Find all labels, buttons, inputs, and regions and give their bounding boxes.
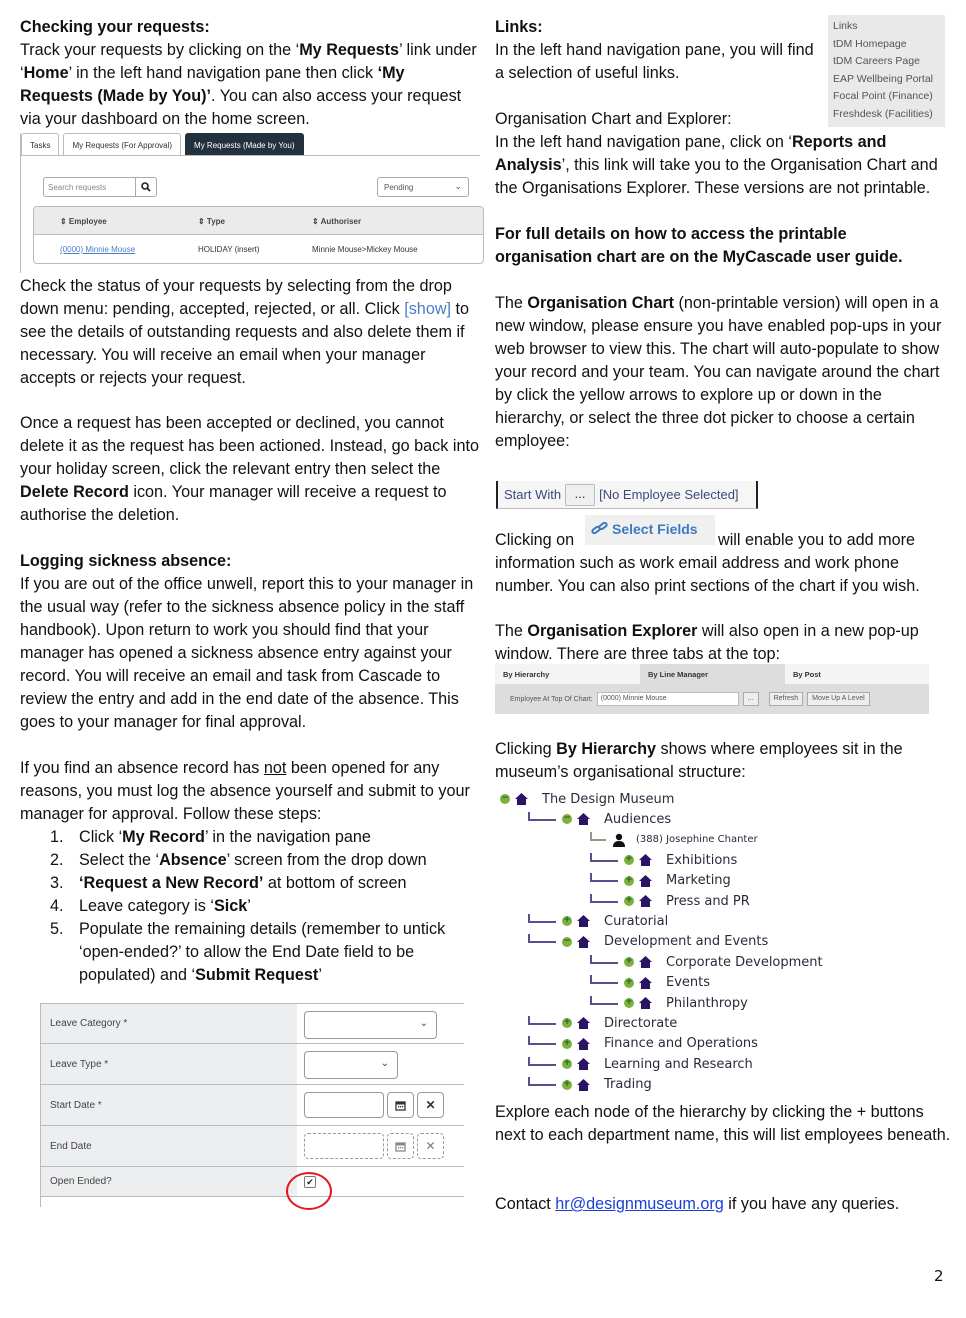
move-up-level-button[interactable]: Move Up A Level <box>807 692 870 706</box>
end-date-label: End Date <box>40 1126 297 1166</box>
collapse-icon[interactable]: − <box>563 935 571 946</box>
link-freshdesk[interactable]: Freshdesk (Facilities) <box>833 107 933 120</box>
tree-node-label: Curatorial <box>604 913 669 929</box>
tree-node[interactable] <box>528 1054 753 1074</box>
explorer-tabs <box>495 664 929 684</box>
tree-connector <box>528 914 556 923</box>
explorer-picker-button[interactable]: ... <box>743 692 759 706</box>
expand-icon[interactable]: + <box>625 895 633 905</box>
link-chain-icon <box>591 522 609 536</box>
person-icon <box>612 833 626 847</box>
delete-paragraph: Once a request has been accepted or declined, you cannot delete it as the request has been actioned. Instead, go back into your holiday screen, click the relevant entry then select the Delete Record icon. Your manager will receive a request to authorise the deletion. <box>20 414 479 524</box>
tree-connector <box>590 873 618 882</box>
open-ended-label: Open Ended? <box>40 1167 297 1196</box>
hr-email-link[interactable]: hr@designmuseum.org <box>555 1195 724 1213</box>
tree-connector <box>528 1057 556 1066</box>
status-paragraph: Check the status of your requests by selecting from the drop down menu: pending, accepted, rejected, or all. Click [show] to see the details of outstanding requests and also delete them if necessary. You will receive an email when your manager accepts or rejects your request. <box>20 277 470 387</box>
tree-node[interactable] <box>590 871 731 891</box>
sickness-heading: Logging sickness absence: <box>20 552 232 570</box>
expand-icon[interactable]: + <box>625 976 633 987</box>
tree-node[interactable] <box>528 932 768 952</box>
tree-node[interactable] <box>528 1075 652 1095</box>
end-date-row <box>40 1126 464 1167</box>
tab-by-hierarchy[interactable]: By Hierarchy <box>495 664 640 684</box>
house-icon <box>639 956 652 968</box>
links-panel <box>828 15 945 127</box>
tree-node-label: Learning and Research <box>604 1056 753 1072</box>
explorer-paragraph: The Organisation Explorer will also open in a new pop-up window. There are three tabs at the top: <box>495 622 919 663</box>
search-placeholder: Search requests <box>48 183 107 192</box>
tree-connector <box>528 1016 556 1025</box>
house-icon <box>577 915 590 927</box>
search-button[interactable] <box>135 178 156 196</box>
expand-icon[interactable]: + <box>625 874 633 885</box>
page-number: 2 <box>934 1267 944 1285</box>
links-heading: Links: <box>495 18 543 36</box>
employee-picker-button[interactable]: ... <box>565 484 595 506</box>
tree-node[interactable] <box>528 1013 677 1033</box>
tree-node[interactable] <box>590 993 748 1013</box>
tree-node-label: Audiences <box>604 811 672 827</box>
house-icon <box>515 793 528 805</box>
tree-node-label: Marketing <box>666 873 731 889</box>
tab-by-line-manager[interactable]: By Line Manager <box>640 664 785 684</box>
employee-link[interactable]: (0000) Minnie Mouse <box>60 245 136 254</box>
tree-node[interactable] <box>528 1034 758 1054</box>
select-fields-rest: information such as work email address and work phone number. You can also print sections of the chart if you wish. <box>495 554 920 595</box>
tree-node-label: Development and Events <box>604 934 769 950</box>
authoriser-cell: Minnie Mouse>Mickey Mouse <box>312 245 418 254</box>
column-type[interactable]: ⇕ Type <box>198 217 226 226</box>
table-header <box>34 207 483 235</box>
chevron-down-icon: ⌄ <box>454 181 462 191</box>
start-date-input[interactable] <box>304 1092 384 1118</box>
start-date-row <box>40 1085 464 1126</box>
org-paragraph: In the left hand navigation pane, click on ‘Reports and Analysis’, this link will take you to the Organisation Chart and the Organisations Explorer. These versions are not printable. <box>495 133 938 197</box>
list-item: 4. Leave category is ‘Sick’ <box>50 897 251 915</box>
sickness-paragraph: If you are out of the office unwell, report this to your manager in the usual way (refer to the sickness absence policy in the staff handbook). Upon return to work you should find that your manager has opened a sickness absence entry against your record. You will receive an email and task from Cascade to review the entry and add in the end date of the absence. This goes to your manager for final approval. <box>20 575 474 731</box>
tree-node-label: Directorate <box>604 1015 678 1031</box>
close-icon: ✕ <box>425 1098 436 1112</box>
tree-node[interactable] <box>528 911 668 931</box>
tree-node-label: (388) Josephine Chanter <box>636 834 758 846</box>
tree-connector <box>590 996 618 1005</box>
house-icon <box>577 1058 590 1070</box>
leave-type-label: Leave Type * <box>40 1044 297 1084</box>
tree-node-label: Corporate Development <box>666 954 823 970</box>
calendar-icon <box>395 1141 406 1152</box>
list-item: 3. ‘Request a New Record’ at bottom of screen <box>50 874 407 892</box>
hierarchy-paragraph: Clicking By Hierarchy shows where employees sit in the museum’s organisational structure: <box>495 740 903 781</box>
start-date-label: Start Date * <box>40 1085 297 1125</box>
tree-connector <box>528 1077 556 1086</box>
list-item: 1. Click ‘My Record’ in the navigation pane <box>50 828 371 846</box>
contact-paragraph: Contact hr@designmuseum.org if you have any queries. <box>495 1195 900 1213</box>
links-section <box>495 16 815 85</box>
house-icon <box>577 1038 590 1050</box>
tab-divider <box>21 155 480 156</box>
house-icon <box>639 977 652 989</box>
end-date-calendar-button[interactable] <box>387 1133 414 1159</box>
explorer-controls <box>510 692 870 706</box>
open-ended-checkbox[interactable]: ✔ <box>304 1176 316 1188</box>
house-icon <box>577 813 590 825</box>
absence-intro: If you find an absence record has not been opened for any reasons, you must log the absence yourself and submit to your manager for approval. Follow these steps: <box>20 759 470 823</box>
expand-icon[interactable]: + <box>563 1058 571 1069</box>
start-with-bar <box>496 481 758 509</box>
org-heading: Organisation Chart and Explorer: <box>495 110 732 128</box>
tree-node-label: Trading <box>604 1077 652 1093</box>
refresh-button[interactable]: Refresh <box>769 692 804 706</box>
start-date-calendar-button[interactable] <box>387 1092 414 1118</box>
annotation-circle <box>286 1172 332 1210</box>
tab-by-post[interactable]: By Post <box>785 664 929 684</box>
collapse-icon[interactable]: − <box>563 813 571 824</box>
request-tabs <box>21 133 308 156</box>
calendar-icon <box>395 1100 406 1111</box>
tab-tasks[interactable]: Tasks <box>21 133 59 156</box>
explorer-screenshot <box>495 664 929 714</box>
tree-connector <box>528 934 556 943</box>
list-item: 2. Select the ‘Absence’ screen from the drop down <box>50 851 427 869</box>
link-tdm-careers[interactable]: tDM Careers Page <box>833 55 920 68</box>
leave-category-label: Leave Category * <box>40 1004 297 1043</box>
selected-employee: [No Employee Selected] <box>599 487 739 502</box>
tree-node[interactable] <box>590 830 758 850</box>
column-employee[interactable]: ⇕ Employee <box>60 217 107 226</box>
leave-category-row <box>40 1003 464 1044</box>
sickness-section <box>20 550 480 734</box>
expand-icon[interactable]: + <box>625 854 633 865</box>
house-icon <box>639 875 652 887</box>
requests-table <box>33 206 484 264</box>
explore-paragraph: Explore each node of the hierarchy by clicking the + buttons next to each department name, this will list employees beneath. <box>495 1103 951 1144</box>
open-ended-row <box>40 1167 464 1197</box>
tree-connector <box>590 955 618 964</box>
tree-node-label: Exhibitions <box>666 852 738 868</box>
leave-type-select[interactable] <box>304 1051 398 1079</box>
show-link[interactable]: [show] <box>404 300 452 318</box>
house-icon <box>639 895 652 907</box>
tree-connector <box>590 832 606 841</box>
select-fields-before: Clicking on <box>495 531 575 549</box>
expand-icon[interactable]: + <box>563 1078 571 1089</box>
status-select-value: Pending <box>384 183 414 192</box>
tree-connector <box>590 853 618 862</box>
tree-node-label: Events <box>666 975 711 991</box>
tab-requests-for-approval[interactable]: My Requests (For Approval) <box>63 133 181 156</box>
tree-connector <box>528 812 556 821</box>
checking-heading: Checking your requests: <box>20 18 210 36</box>
expand-icon[interactable]: + <box>625 956 633 967</box>
tree-node-label: The Design Museum <box>542 791 675 807</box>
tab-requests-made-by-you[interactable]: My Requests (Made by You) <box>185 133 304 156</box>
collapse-icon[interactable]: − <box>501 793 509 803</box>
link-tdm-homepage[interactable]: tDM Homepage <box>833 37 907 50</box>
house-icon <box>639 854 652 866</box>
house-icon <box>577 1079 590 1091</box>
leave-type-row <box>40 1044 464 1085</box>
tree-connector <box>590 975 618 984</box>
chevron-down-icon: ⌄ <box>419 1018 428 1029</box>
leave-category-select[interactable] <box>304 1011 437 1039</box>
step-list <box>50 826 480 987</box>
end-date-input[interactable] <box>304 1133 384 1159</box>
tree-node[interactable] <box>590 850 737 870</box>
end-date-clear-button[interactable] <box>417 1133 444 1159</box>
start-with-label: Start With <box>504 487 562 502</box>
form-edge <box>40 1197 41 1207</box>
tree-connector <box>528 1036 556 1045</box>
link-focal-point[interactable]: Focal Point (Finance) <box>833 90 933 103</box>
printable-note: For full details on how to access the printable organisation chart are on the MyCascade user guide. <box>495 225 903 266</box>
tree-node[interactable] <box>528 809 671 829</box>
tree-node[interactable] <box>500 789 674 809</box>
type-cell: HOLIDAY (insert) <box>198 245 260 254</box>
tree-connector <box>590 894 618 903</box>
top-of-chart-label: Employee At Top Of Chart: <box>510 695 593 703</box>
tree-node-label: Finance and Operations <box>604 1036 758 1052</box>
chevron-down-icon: ⌄ <box>380 1058 389 1069</box>
link-eap-wellbeing[interactable]: EAP Wellbeing Portal <box>833 72 934 85</box>
checking-section <box>20 16 480 131</box>
search-icon <box>141 182 151 192</box>
house-icon <box>639 997 652 1009</box>
expand-icon[interactable]: + <box>563 1017 571 1028</box>
list-item: 5. Populate the remaining details (remember to untick ‘open-ended?’ to allow the End Date field to be populated) and ‘Submit Request’ <box>50 920 446 984</box>
expand-icon[interactable]: + <box>563 1037 571 1048</box>
select-fields-button[interactable]: Select Fields <box>585 515 715 545</box>
tree-node[interactable] <box>590 891 750 911</box>
top-of-chart-input[interactable]: (0000) Minnie Mouse <box>597 692 739 706</box>
links-paragraph: In the left hand navigation pane, you will find a selection of useful links. <box>495 41 814 82</box>
absence-form <box>40 1003 464 1207</box>
expand-icon[interactable]: + <box>563 915 571 926</box>
checking-paragraph: Track your requests by clicking on the ‘My Requests’ link under ‘Home’ in the left hand navigation pane then click ‘My Requests (Made by You)’. You can also access your request via your dashboard on the home screen. <box>20 41 477 128</box>
table-row <box>34 235 483 264</box>
house-icon <box>577 1017 590 1029</box>
status-select[interactable] <box>377 177 469 197</box>
search-requests-input[interactable] <box>43 177 157 197</box>
links-panel-title: Links <box>833 20 858 32</box>
house-icon <box>577 936 590 948</box>
absence-steps-section <box>20 757 480 987</box>
close-icon: ✕ <box>425 1139 436 1153</box>
tree-node-label: Philanthropy <box>666 995 748 1011</box>
select-fields-after: will enable you to add more <box>718 531 916 549</box>
expand-icon[interactable]: + <box>625 997 633 1007</box>
column-authoriser[interactable]: ⇕ Authoriser <box>312 217 362 226</box>
org-chart-paragraph: The Organisation Chart (non-printable version) will open in a new window, please ensure you have enabled pop-ups in your web browser to view this. The chart will auto-populate to show your record and your team. You can navigate around the chart by click the yellow arrows to explore up or down in the hierarchy, or select the three dot picker to choose a certain employee: <box>495 294 942 450</box>
tree-node-label: Press and PR <box>666 893 750 909</box>
tree-node[interactable] <box>590 952 823 972</box>
tree-node[interactable] <box>590 973 710 993</box>
requests-screenshot <box>20 133 480 273</box>
start-date-clear-button[interactable] <box>417 1092 444 1118</box>
